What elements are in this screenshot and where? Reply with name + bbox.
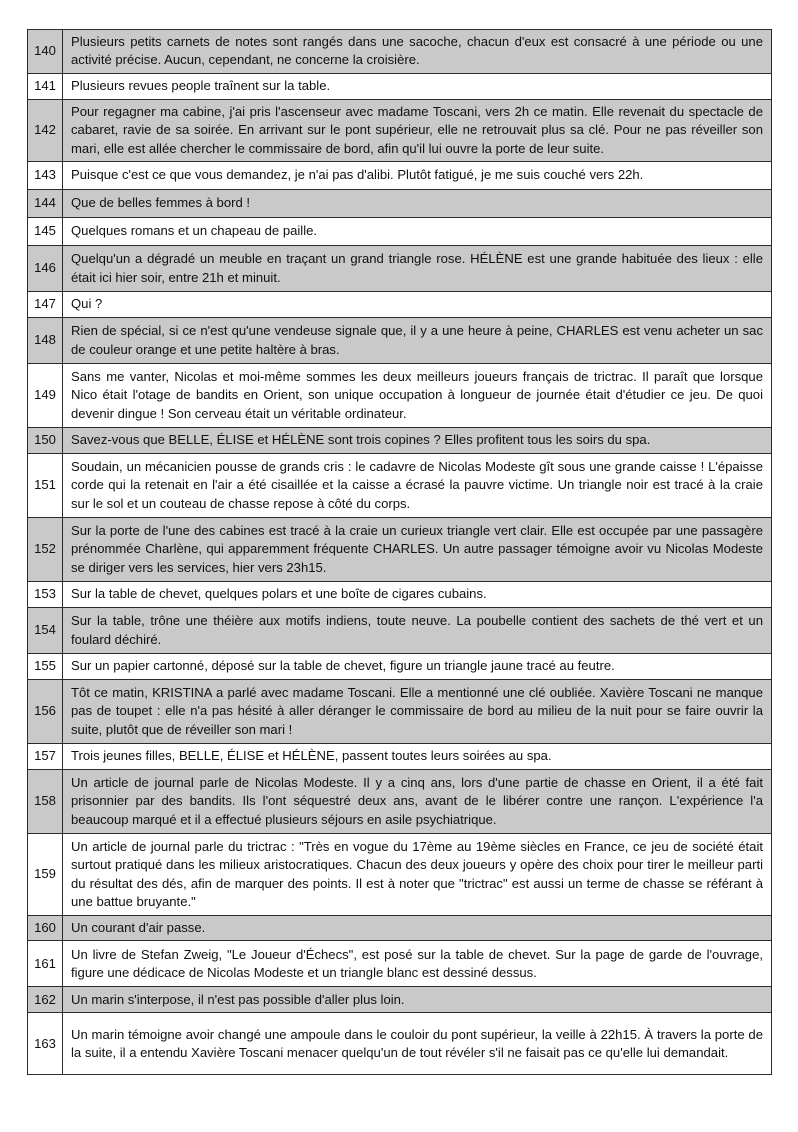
paragraph-text: Sur la table de chevet, quelques polars et une boîte de cigares cubains. xyxy=(63,582,772,608)
paragraph-number: 161 xyxy=(28,941,63,987)
paragraph-row xyxy=(28,1013,772,1075)
paragraph-text: Sur la table, trône une théière aux motifs indiens, toute neuve. La poubelle contient des sachets de thé vert et un foulard déchiré. xyxy=(63,608,772,654)
paragraph-number: 147 xyxy=(28,292,63,318)
paragraph-number: 162 xyxy=(28,987,63,1013)
paragraph-text: Pour regagner ma cabine, j'ai pris l'ascenseur avec madame Toscani, vers 2h ce matin. Elle revenait du spectacle de cabaret, ravie de sa soirée. En arrivant sur le pont supérieur, elle ne retrouvait plus sa clé. Pour ne pas réveiller son mari, elle est allée chercher le commissaire de bord, afin qu'il lui ouvre la porte de leur suite. xyxy=(63,99,772,161)
paragraph-table xyxy=(27,29,772,1075)
paragraph-number: 157 xyxy=(28,744,63,770)
paragraph-row xyxy=(28,770,772,834)
paragraph-row xyxy=(28,30,772,74)
paragraph-number: 152 xyxy=(28,518,63,582)
paragraph-text: Un courant d'air passe. xyxy=(63,916,772,941)
paragraph-row xyxy=(28,582,772,608)
paragraph-number: 155 xyxy=(28,654,63,680)
paragraph-text: Qui ? xyxy=(63,292,772,318)
paragraph-number: 158 xyxy=(28,770,63,834)
paragraph-number: 142 xyxy=(28,99,63,161)
paragraph-number: 141 xyxy=(28,73,63,99)
paragraph-row xyxy=(28,428,772,454)
paragraph-row xyxy=(28,162,772,190)
paragraph-row xyxy=(28,318,772,364)
paragraph-text: Un article de journal parle du trictrac : "Très en vogue du 17ème au 19ème siècles en France, ce jeu de société était surtout pratiqué dans les milieux aristocratiques. Chacun des deux joueurs y opère des choix pour tirer le meilleur parti du résultat des dés, afin de marquer des points. Il est à noter que "trictrac" est aussi un terme de chasse se référant à une battue bruyante." xyxy=(63,834,772,916)
paragraph-text: Un article de journal parle de Nicolas Modeste. Il y a cinq ans, lors d'une partie de chasse en Orient, il a été fait prisonnier par des bandits. Ils l'ont séquestré deux ans, avant de le libérer contre une rançon. L'expérience l'a beaucoup marqué et il a effectué plusieurs séjours en asile psychiatrique. xyxy=(63,770,772,834)
paragraph-text: Un livre de Stefan Zweig, "Le Joueur d'Échecs", est posé sur la table de chevet. Sur la page de garde de l'ouvrage, figure une dédicace de Nicolas Modeste et un triangle blanc est dessiné dessus. xyxy=(63,941,772,987)
paragraph-row xyxy=(28,73,772,99)
paragraph-row xyxy=(28,99,772,161)
paragraph-text: Quelques romans et un chapeau de paille. xyxy=(63,218,772,246)
paragraph-row xyxy=(28,834,772,916)
paragraph-number: 144 xyxy=(28,190,63,218)
paragraph-text: Rien de spécial, si ce n'est qu'une vendeuse signale que, il y a une heure à peine, CHARLES est venu acheter un sac de couleur orange et une petite haltère à bras. xyxy=(63,318,772,364)
paragraph-row xyxy=(28,292,772,318)
paragraph-row xyxy=(28,680,772,744)
paragraph-number: 149 xyxy=(28,364,63,428)
paragraph-row xyxy=(28,518,772,582)
paragraph-text: Tôt ce matin, KRISTINA a parlé avec madame Toscani. Elle a mentionné une clé oubliée. Xavière Toscani ne manque pas de toupet : elle n'a pas hésité à aller déranger le commissaire de bord au milieu de la nuit pour se faire ouvrir la suite, plutôt que de réveiller son mari ! xyxy=(63,680,772,744)
paragraph-table-container xyxy=(27,29,772,1075)
paragraph-row xyxy=(28,190,772,218)
paragraph-text: Un marin témoigne avoir changé une ampoule dans le couloir du pont supérieur, la veille à 22h15. À travers la porte de la suite, il a entendu Xavière Toscani menacer quelqu'un de tout révéler s'il ne faisait pas ce qu'elle lui demandait. xyxy=(63,1013,772,1075)
paragraph-row xyxy=(28,218,772,246)
paragraph-row xyxy=(28,246,772,292)
paragraph-number: 160 xyxy=(28,916,63,941)
paragraph-number: 154 xyxy=(28,608,63,654)
paragraph-row xyxy=(28,916,772,941)
paragraph-text: Puisque c'est ce que vous demandez, je n'ai pas d'alibi. Plutôt fatigué, je me suis couché vers 22h. xyxy=(63,162,772,190)
paragraph-row xyxy=(28,454,772,518)
paragraph-text: Un marin s'interpose, il n'est pas possible d'aller plus loin. xyxy=(63,987,772,1013)
paragraph-row xyxy=(28,654,772,680)
paragraph-text: Soudain, un mécanicien pousse de grands cris : le cadavre de Nicolas Modeste gît sous une grande caisse ! L'épaisse corde qui la retenait en l'air a été cisaillée et la caisse a écrasé la pauvre victime. Un triangle noir est tracé à la craie sur le sol et un couteau de chasse repose à côté du corps. xyxy=(63,454,772,518)
paragraph-number: 163 xyxy=(28,1013,63,1075)
paragraph-table-body xyxy=(28,30,772,1075)
paragraph-text: Quelqu'un a dégradé un meuble en traçant un grand triangle rose. HÉLÈNE est une grande habituée des lieux : elle était ici hier soir, entre 21h et minuit. xyxy=(63,246,772,292)
paragraph-number: 150 xyxy=(28,428,63,454)
paragraph-number: 140 xyxy=(28,30,63,74)
paragraph-text: Trois jeunes filles, BELLE, ÉLISE et HÉLÈNE, passent toutes leurs soirées au spa. xyxy=(63,744,772,770)
paragraph-text: Sur la porte de l'une des cabines est tracé à la craie un curieux triangle vert clair. Elle est occupée par une passagère prénommée Charlène, qui apparemment fréquente CHARLES. Un autre passager témoigne avoir vu Nicolas Modeste se diriger vers les services, hier vers 23h15. xyxy=(63,518,772,582)
paragraph-number: 146 xyxy=(28,246,63,292)
paragraph-row xyxy=(28,608,772,654)
paragraph-number: 151 xyxy=(28,454,63,518)
paragraph-number: 148 xyxy=(28,318,63,364)
paragraph-row xyxy=(28,987,772,1013)
paragraph-text: Plusieurs revues people traînent sur la table. xyxy=(63,73,772,99)
paragraph-number: 156 xyxy=(28,680,63,744)
paragraph-number: 159 xyxy=(28,834,63,916)
paragraph-row xyxy=(28,364,772,428)
paragraph-text: Sans me vanter, Nicolas et moi-même sommes les deux meilleurs joueurs français de trictrac. Il paraît que lorsque Nico était l'otage de bandits en Orient, son unique occupation à longueur de journée était d'étudier ce jeu. De quoi devenir dingue ! Son cerveau était un véritable ordinateur. xyxy=(63,364,772,428)
paragraph-row xyxy=(28,941,772,987)
paragraph-row xyxy=(28,744,772,770)
paragraph-number: 153 xyxy=(28,582,63,608)
paragraph-number: 143 xyxy=(28,162,63,190)
paragraph-text: Plusieurs petits carnets de notes sont rangés dans une sacoche, chacun d'eux est consacré à une période ou une activité précise. Aucun, cependant, ne concerne la croisière. xyxy=(63,30,772,74)
paragraph-text: Savez-vous que BELLE, ÉLISE et HÉLÈNE sont trois copines ? Elles profitent tous les soirs du spa. xyxy=(63,428,772,454)
paragraph-number: 145 xyxy=(28,218,63,246)
paragraph-text: Sur un papier cartonné, déposé sur la table de chevet, figure un triangle jaune tracé au feutre. xyxy=(63,654,772,680)
paragraph-text: Que de belles femmes à bord ! xyxy=(63,190,772,218)
